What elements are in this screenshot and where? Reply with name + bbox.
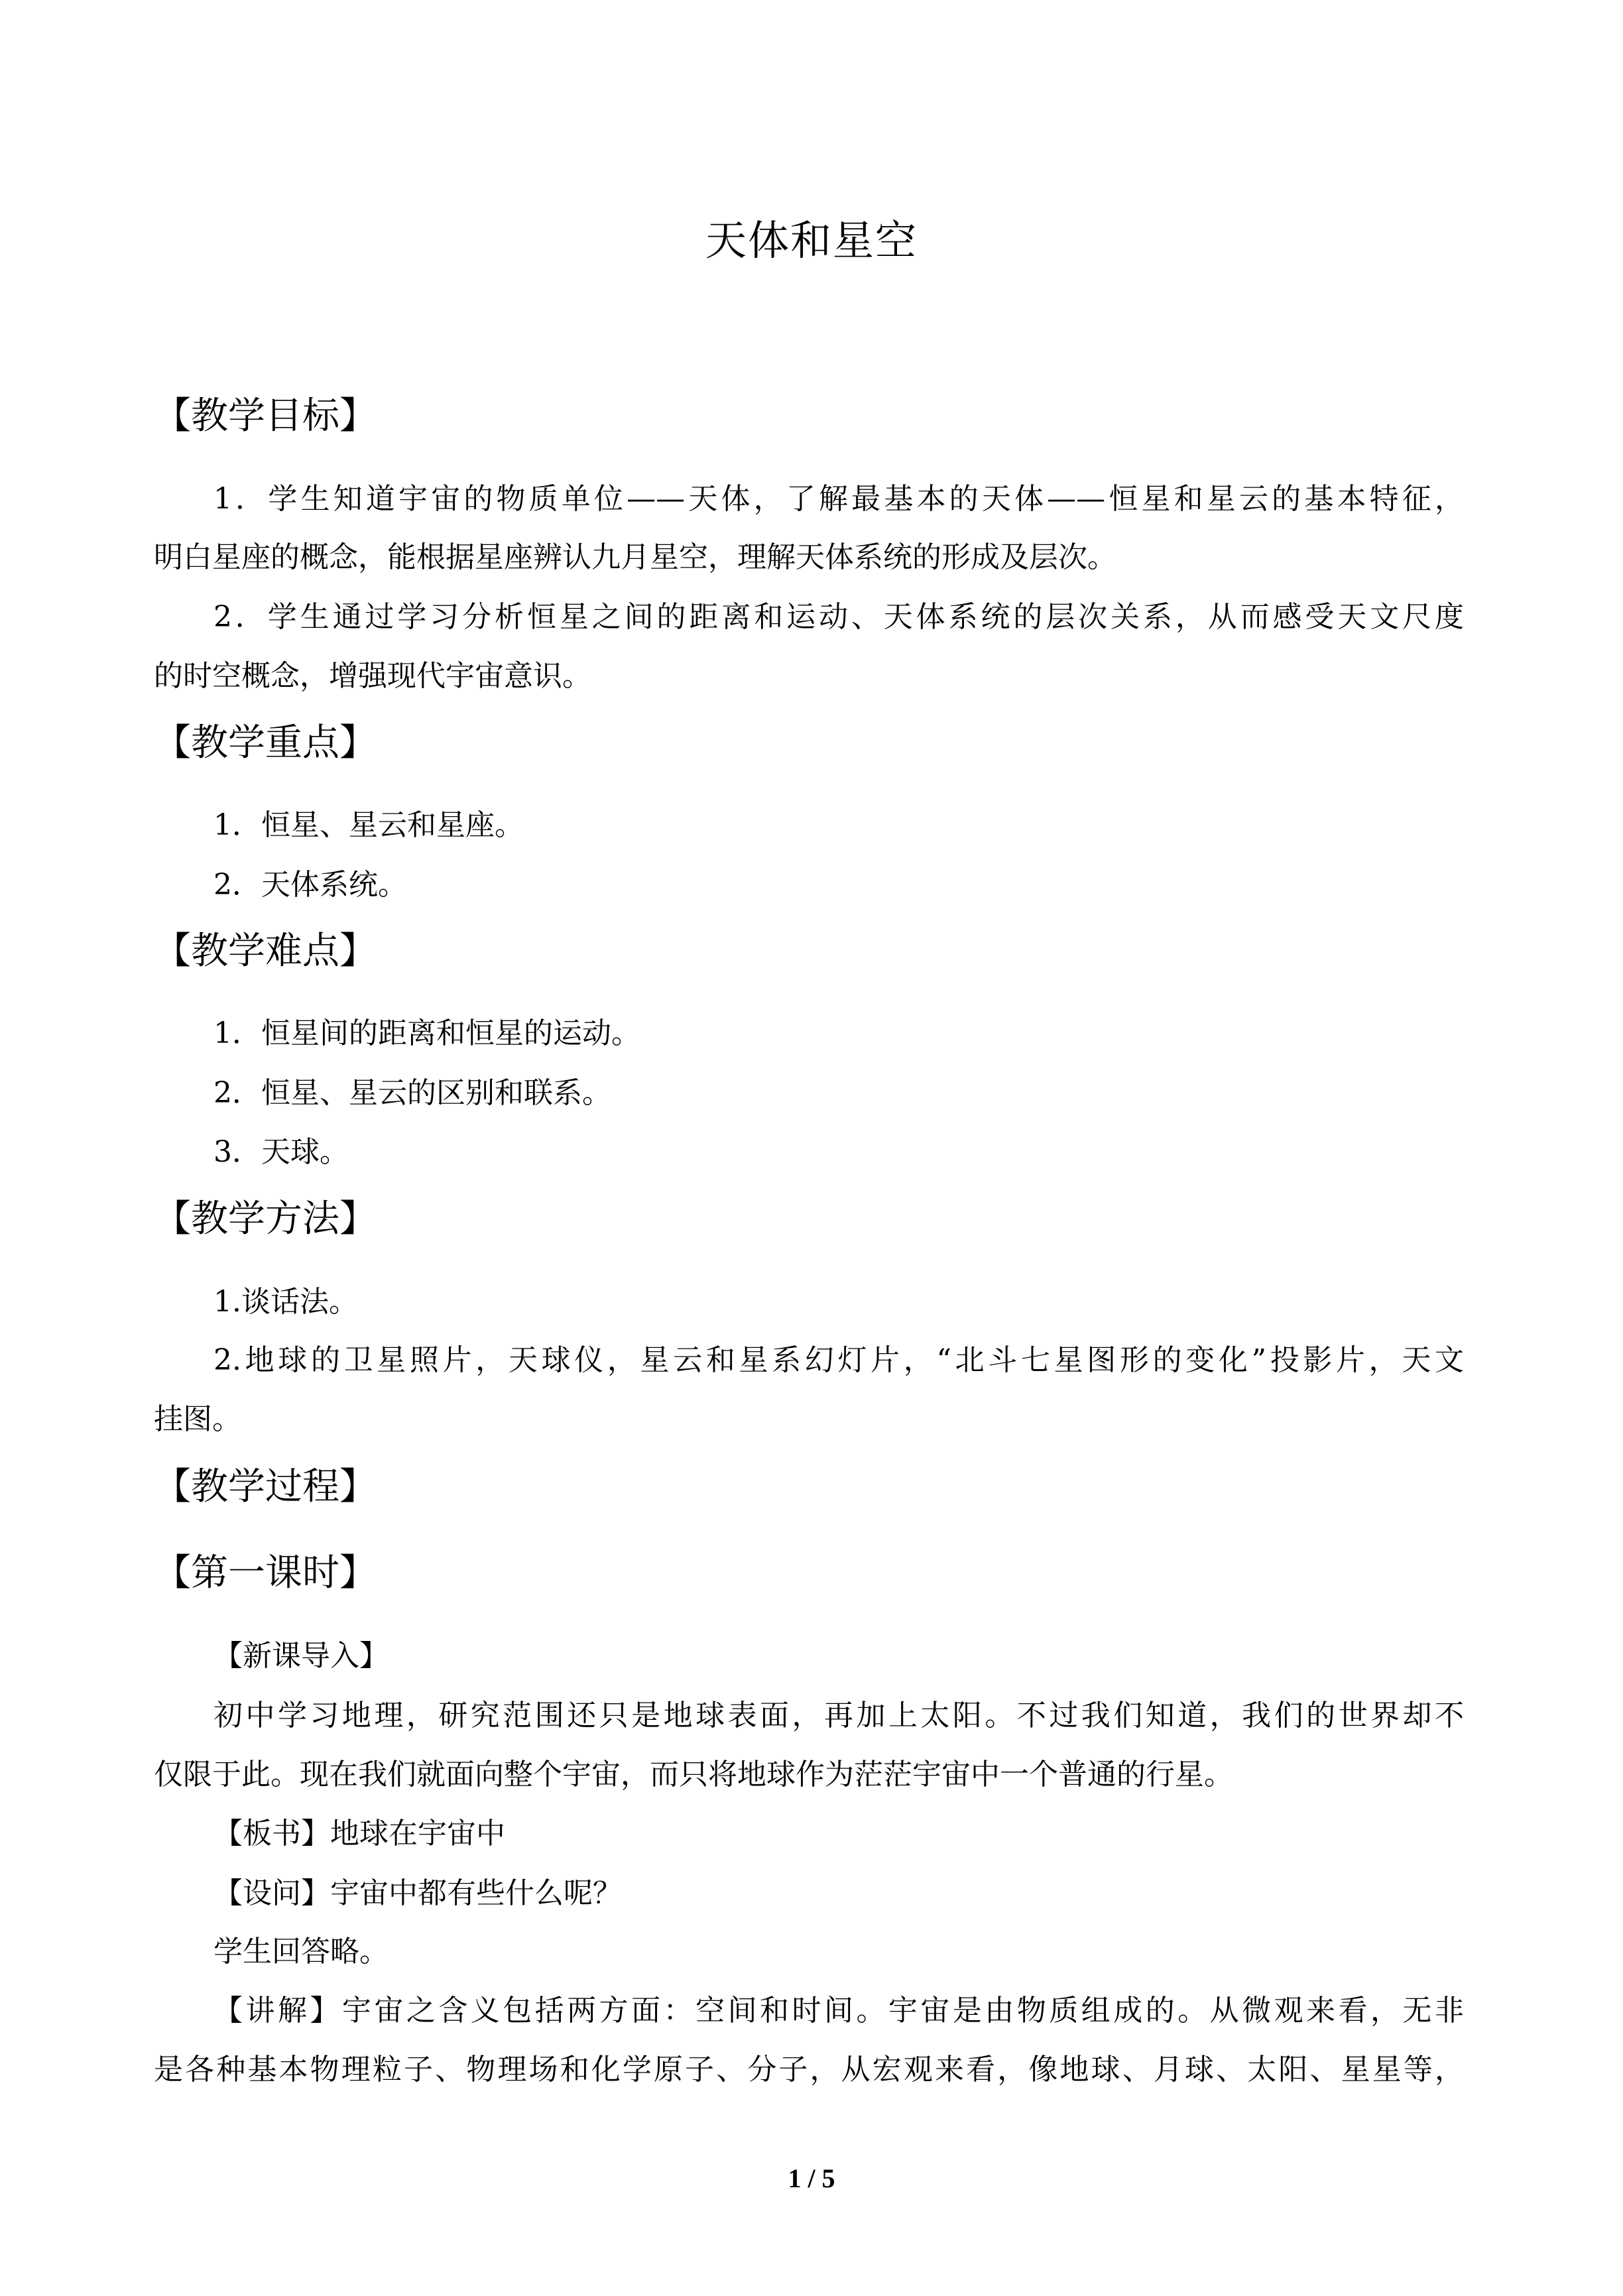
heading-difficulties: 【教学难点】	[154, 930, 377, 973]
question-note: 【设问】宇宙中都有些什么呢？	[213, 1876, 622, 1910]
objectives-p1-line1: 1．学生知道宇宙的物质单位——天体，了解最基本的天体——恒星和星云的基本特征，	[213, 482, 1464, 516]
key-point-item-1: 1．恒星、星云和星座。	[213, 808, 524, 842]
intro-label: 【新课导入】	[213, 1639, 389, 1673]
board-note: 【板书】地球在宇宙中	[213, 1817, 505, 1850]
heading-key-points: 【教学重点】	[154, 721, 377, 764]
difficulty-item-2: 2．恒星、星云的区别和联系。	[213, 1076, 611, 1110]
objectives-p2-line1: 2．学生通过学习分析恒星之间的距离和运动、天体系统的层次关系，从而感受天文尺度	[213, 600, 1464, 634]
objectives-p1-line2: 明白星座的概念，能根据星座辨认九月星空，理解天体系统的形成及层次。	[154, 540, 1116, 574]
difficulty-item-1: 1．恒星间的距离和恒星的运动。	[213, 1016, 640, 1050]
heading-lesson-one: 【第一课时】	[154, 1551, 377, 1595]
intro-line-2: 仅限于此。现在我们就面向整个宇宙，而只将地球作为茫茫宇宙中一个普通的行星。	[154, 1758, 1233, 1791]
heading-methods: 【教学方法】	[154, 1197, 377, 1240]
heading-process: 【教学过程】	[154, 1465, 377, 1508]
method-item-2-line1: 2.地球的卫星照片，天球仪，星云和星系幻灯片，“北斗七星图形的变化”投影片，天文	[213, 1343, 1464, 1377]
explain-line-1: 【讲解】宇宙之含义包括两方面：空间和时间。宇宙是由物质组成的。从微观来看，无非	[213, 1994, 1464, 2027]
intro-line-1: 初中学习地理，研究范围还只是地球表面，再加上太阳。不过我们知道，我们的世界却不	[213, 1699, 1464, 1732]
objectives-p2-line2: 的时空概念，增强现代宇宙意识。	[154, 659, 591, 693]
method-item-2-line2: 挂图。	[154, 1402, 241, 1436]
page-number: 1 / 5	[788, 2163, 835, 2193]
difficulty-item-3: 3．天球。	[213, 1135, 349, 1169]
answer-note: 学生回答略。	[213, 1935, 389, 1968]
document-title: 天体和星空	[705, 216, 918, 265]
method-item-1: 1.谈话法。	[213, 1285, 358, 1319]
explain-line-2: 是各种基本物理粒子、物理场和化学原子、分子，从宏观来看，像地球、月球、太阳、星星等，	[154, 2053, 1464, 2086]
heading-objectives: 【教学目标】	[154, 394, 377, 438]
key-point-item-2: 2．天体系统。	[213, 868, 407, 902]
